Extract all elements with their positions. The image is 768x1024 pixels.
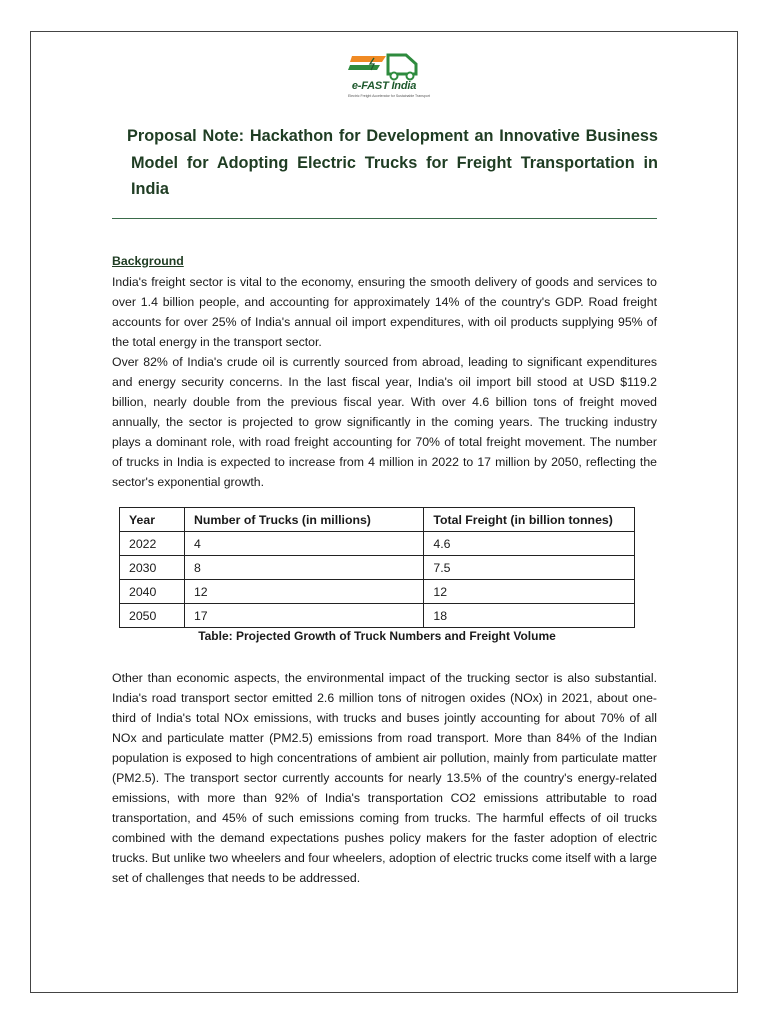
cell-year: 2050 bbox=[120, 604, 185, 628]
document-title: Proposal Note: Hackathon for Development an Innovative Business Model for Adopting Electric Trucks for Freight Transportation in India bbox=[127, 127, 658, 198]
cell-year: 2022 bbox=[120, 532, 185, 556]
environment-paragraph: Other than economic aspects, the environmental impact of the trucking sector is also substantial. India's road transport sector emitted 2.6 million tons of nitrogen oxides (NOx) in 2021, about one-third of India's total NOx emissions, with trucks and buses jointly accounting for about 70% of all NOx and particulate matter (PM2.5) emissions from road transport. More than 84% of the Indian population is exposed to high concentrations of ambient air pollution, mainly from particulate matter (PM2.5). The transport sector currently accounts for nearly 13.5% of the country's energy-related emissions, with more than 92% of India's transportation CO2 emissions attributable to road transportation, and 45% of such emissions coming from trucks. The harmful effects of oil trucks combined with the demand expectations pushes policy makers for the faster adoption of electric trucks. But unlike two wheelers and four wheelers, adoption of electric trucks come itself with a large set of challenges that needs to be addressed. bbox=[112, 671, 657, 885]
table-row bbox=[120, 604, 635, 628]
header-year: Year bbox=[120, 508, 185, 532]
logo-wordmark: e-FAST India bbox=[351, 80, 417, 92]
cell-trucks: 12 bbox=[184, 580, 423, 604]
cell-freight: 7.5 bbox=[424, 556, 635, 580]
electric-truck-icon bbox=[344, 50, 424, 82]
background-paragraph-1: India's freight sector is vital to the economy, ensuring the smooth delivery of goods and services to over 1.4 billion people, and accounting for approximately 14% of the country's GDP. Road freight accounts for over 25% of India's annual oil import expenditures, with oil products supplying 95% of the total energy in the transport sector. bbox=[112, 275, 657, 349]
efast-india-logo bbox=[344, 50, 430, 104]
background-paragraph-2: Over 82% of India's crude oil is currently sourced from abroad, leading to significant expenditures and energy security concerns. In the last fiscal year, India's oil import bill stood at USD $119.2 billion, nearly double from the previous fiscal year. With over 4.6 billion tons of freight moved annually, the sector is projected to grow significantly in the coming years. The trucking industry plays a dominant role, with road freight accounting for 70% of total freight movement. The number of trucks in India is expected to increase from 4 million in 2022 to 17 million by 2050, reflecting the sector's exponential growth. bbox=[112, 355, 657, 489]
table-caption: Table: Projected Growth of Truck Numbers and Freight Volume bbox=[198, 629, 556, 643]
cell-year: 2030 bbox=[120, 556, 185, 580]
cell-freight: 12 bbox=[424, 580, 635, 604]
table-row bbox=[120, 556, 635, 580]
title-divider bbox=[112, 218, 657, 219]
cell-trucks: 17 bbox=[184, 604, 423, 628]
logo-tagline: Electric Freight Accelerator for Sustainable Transport bbox=[348, 94, 430, 98]
cell-year: 2040 bbox=[120, 580, 185, 604]
cell-freight: 4.6 bbox=[424, 532, 635, 556]
growth-table bbox=[119, 507, 635, 628]
cell-trucks: 4 bbox=[184, 532, 423, 556]
table-header-row bbox=[120, 508, 635, 532]
header-freight: Total Freight (in billion tonnes) bbox=[424, 508, 635, 532]
cell-freight: 18 bbox=[424, 604, 635, 628]
cell-trucks: 8 bbox=[184, 556, 423, 580]
header-trucks: Number of Trucks (in millions) bbox=[184, 508, 423, 532]
table-row bbox=[120, 532, 635, 556]
section-heading-background: Background bbox=[112, 254, 184, 268]
table-row bbox=[120, 580, 635, 604]
